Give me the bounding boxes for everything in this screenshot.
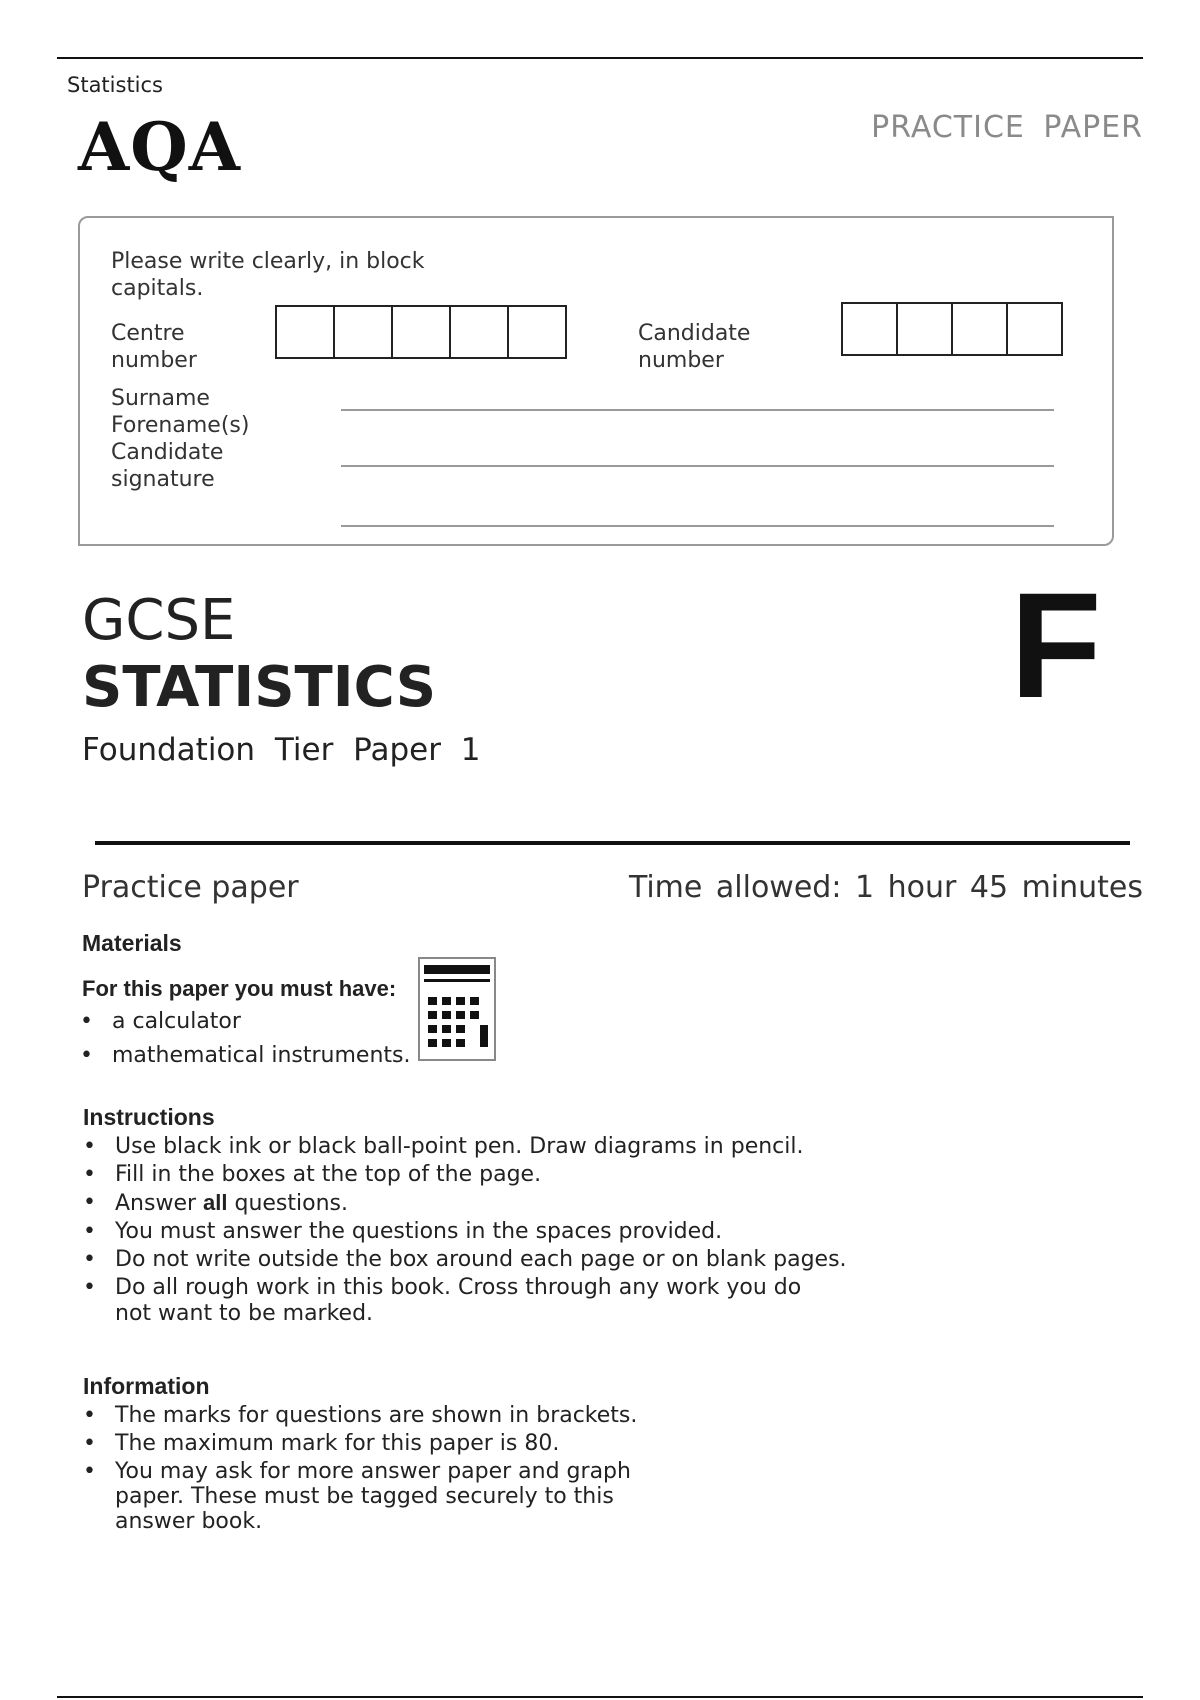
subject-title: STATISTICS [82,655,437,720]
list-item: • You must answer the questions in the spaces provided. [83,1219,883,1245]
tier-letter: F [1010,561,1102,729]
information-heading: Information [83,1373,210,1399]
forenames-label: Forename(s) [111,413,250,438]
list-item: • Answer all questions. [83,1190,883,1217]
instructions-heading: Instructions [83,1104,215,1130]
list-item: • You may ask for more answer paper and graph paper. These must be tagged securely to this answer book. [83,1459,675,1534]
bottom-rule [57,1696,1143,1698]
centre-number-digit-2[interactable] [333,305,393,359]
centre-number-boxes [277,305,567,359]
candidate-number-label [638,320,768,374]
centre-number-digit-5[interactable] [507,305,567,359]
title-divider [95,841,1130,845]
block-capitals-instruction: Please write clearly, in block capitals. [111,249,425,301]
materials-subheading: For this paper you must have: [82,976,397,1001]
materials-heading: Materials [82,930,182,956]
candidate-number-digit-3[interactable] [951,302,1008,356]
candidate-number-boxes [843,302,1063,356]
information-list [83,1403,703,1537]
list-item: • mathematical instruments. [80,1039,410,1073]
surname-label: Surname [111,386,210,411]
list-item: • The maximum mark for this paper is 80. [83,1431,703,1456]
time-allowed: Time allowed: 1 hour 45 minutes [628,870,1143,905]
list-item: • Fill in the boxes at the top of the page. [83,1162,883,1188]
forenames-line[interactable] [341,465,1054,467]
candidate-number-digit-4[interactable] [1006,302,1063,356]
subject-label: Statistics [67,73,163,97]
top-rule [57,57,1143,59]
surname-line[interactable] [341,409,1054,411]
centre-number-label [111,320,211,374]
name-fields-labels [111,385,249,493]
list-item: • The marks for questions are shown in brackets. [83,1403,703,1428]
candidate-number-label-text: Candidate number [638,321,751,373]
candidate-number-digit-2[interactable] [896,302,953,356]
practice-paper-label: PRACTICE PAPER [871,110,1143,145]
list-item: • Do all rough work in this book. Cross through any work you do not want to be marked. [83,1275,815,1327]
centre-number-digit-1[interactable] [275,305,335,359]
centre-number-digit-3[interactable] [391,305,451,359]
qualification-title: GCSE [82,588,236,653]
signature-label: Candidate signature [111,440,224,492]
practice-paper-text: Practice paper [82,870,299,905]
calculator-icon-graphic [420,959,494,1059]
materials-list [80,1005,410,1073]
centre-number-label-text: Centre number [111,321,197,373]
emphasis-all: all [203,1190,228,1215]
list-item: • a calculator [80,1005,410,1039]
candidate-number-digit-1[interactable] [841,302,898,356]
tier-paper-title: Foundation Tier Paper 1 [82,732,481,768]
signature-line[interactable] [341,525,1054,527]
aqa-logo: AQA [78,108,241,186]
calculator-icon [418,957,496,1061]
list-item: • Do not write outside the box around each page or on blank pages. [83,1247,883,1273]
list-item: • Use black ink or black ball-point pen. Draw diagrams in pencil. [83,1134,883,1160]
centre-number-digit-4[interactable] [449,305,509,359]
instructions-list [83,1134,883,1329]
